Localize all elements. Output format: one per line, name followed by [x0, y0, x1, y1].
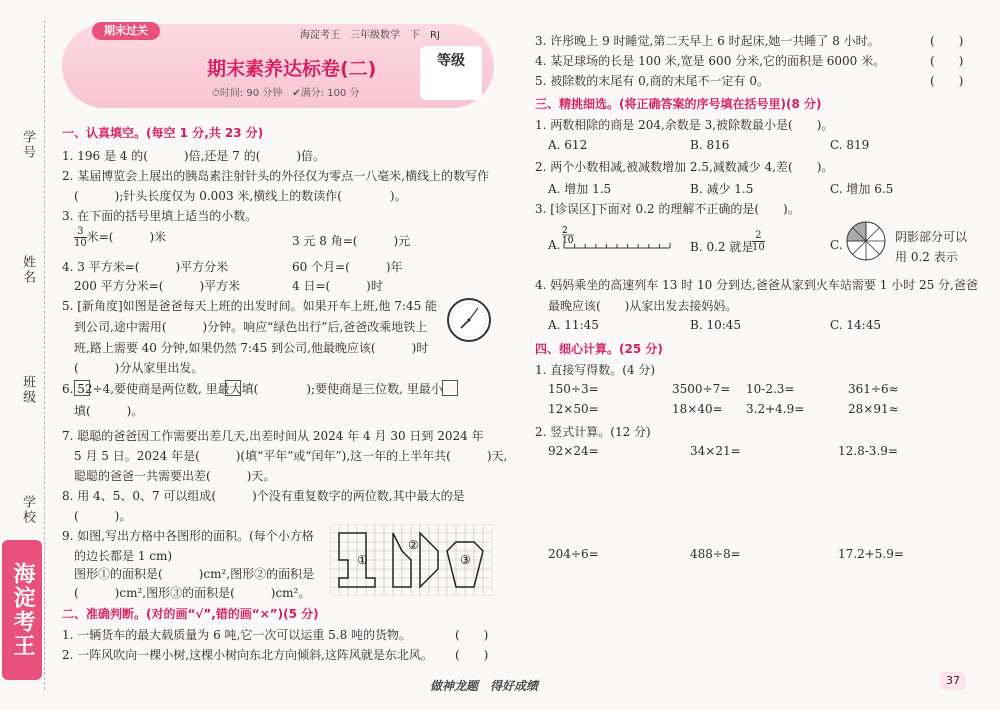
fraction: $\frac{3}{10}$	[74, 226, 87, 249]
judge-q2: 2. 一阵风吹向一棵小树,这棵小树向东北方向倾斜,这阵风就是东北风。	[62, 648, 433, 662]
fill-q9-line4: ( )cm²,图形③的面积是( )cm²。	[74, 586, 311, 600]
exam-info: ⏱时间: 90 分钟 ✔满分: 100 分	[212, 88, 360, 99]
option-b: B. 816	[690, 138, 730, 152]
option-a: A. 增加 1.5	[548, 182, 612, 196]
footer-motto: 做神龙题 得好成绩	[430, 679, 539, 693]
book-meta: 海淀考王 三年级数学 下 RJ	[300, 30, 440, 41]
section-2-title: 二、准确判断。(对的画“√”,错的画“×”)(5 分)	[62, 607, 319, 621]
fill-q5-line4: ( )分从家里出发。	[74, 361, 204, 375]
svg-text:10: 10	[562, 236, 574, 246]
shape-1-label: ①	[357, 553, 368, 567]
option-b: B. 减少 1.5	[690, 182, 754, 196]
grid-figure	[330, 524, 492, 596]
student-id-label: 学号	[20, 130, 35, 160]
oral-calc: 150÷3=	[548, 382, 599, 396]
calc-part1-title: 1. 直接写得数。(4 分)	[535, 363, 656, 377]
option-c-text1: 阴影部分可以	[895, 230, 968, 244]
option-a: A. 612	[548, 138, 588, 152]
answer-paren: ( )	[930, 74, 964, 88]
name-label: 姓名	[20, 255, 35, 285]
choice-q4-line1: 4. 妈妈乘坐的高速列车 13 时 10 分到达,爸爸从家到火车站需要 1 小时 25 分,爸爸	[535, 278, 978, 292]
pie-figure	[845, 220, 887, 262]
check-icon: ✔	[292, 88, 301, 99]
fill-q1: 1. 196 是 4 的( )倍,还是 7 的( )倍。	[62, 149, 326, 163]
answer-paren: ( )	[455, 648, 489, 662]
section-4-title: 四、细心计算。(25 分)	[535, 342, 663, 356]
choice-q2: 2. 两个小数相减,被减数增加 2.5,减数减少 4,差( )。	[535, 160, 834, 174]
oral-calc: 10-2.3=	[746, 382, 795, 396]
clock-icon: ⏱	[212, 88, 220, 99]
judge-q5: 5. 被除数的末尾有 0,商的末尾不一定有 0。	[535, 74, 769, 88]
answer-paren: ( )	[930, 34, 964, 48]
vertical-calc: 17.2+5.9=	[838, 547, 904, 561]
vertical-calc: 488÷8=	[690, 547, 741, 561]
option-c: C. 14:45	[830, 318, 881, 332]
grade-box: 等级	[420, 46, 482, 100]
class-label: 班级	[20, 375, 35, 405]
fraction: $\frac{2}{10}$	[752, 230, 765, 253]
choice-q4-line2: 最晚应该( )从家出发去接妈妈。	[548, 299, 738, 313]
brand-logo: 海淀考王	[2, 540, 42, 680]
option-a: A.	[548, 238, 561, 252]
fill-q3: 3. 在下面的括号里填上适当的小数。	[62, 209, 258, 223]
cut-line	[44, 20, 45, 690]
fill-q4-a: 4. 3 平方米=( )平方分米	[62, 260, 229, 274]
choice-q3: 3. [诊误区]下面对 0.2 的理解不正确的是( )。	[535, 202, 800, 216]
page-number: 37	[940, 672, 966, 690]
fill-q9-line2: 的边长都是 1 cm)	[74, 549, 173, 563]
fill-q3-b: 3 元 8 角=( )元	[292, 234, 411, 248]
fill-q9-line1: 9. 如图,写出方格中各图形的面积。(每个小方格	[62, 529, 314, 543]
vertical-calc: 204÷6=	[548, 547, 599, 561]
fill-q5-line3: 班,路上需要 40 分钟,如果仍然 7:45 到公司,他最晚应该( )时	[74, 341, 429, 355]
judge-q3: 3. 许彤晚上 9 时睡觉,第二天早上 6 时起床,她一共睡了 8 小时。	[535, 34, 880, 48]
fill-q5-line2: 到公司,途中需用( )分钟。响应“绿色出行”后,爸爸改乘地铁上	[74, 320, 428, 334]
option-b: B. 0.2 就是	[690, 240, 754, 254]
judge-q4: 4. 某足球场的长是 100 米,宽是 600 分米,它的面积是 6000 米。	[535, 54, 886, 68]
fill-q4-c: 200 平方分米=( )平方米	[74, 279, 241, 293]
option-a: A. 11:45	[548, 318, 599, 332]
answer-paren: ( )	[930, 54, 964, 68]
fill-q8-line2: ( )。	[74, 509, 132, 523]
fill-q6-line2: 填( )。	[74, 404, 144, 418]
oral-calc: 3500÷7=	[672, 382, 731, 396]
fill-q2-line1: 2. 某届博览会上展出的胰岛素注射针头的外径仅为零点一八毫米,横线上的数写作	[62, 169, 490, 183]
oral-calc: 12×50=	[548, 402, 599, 416]
svg-text:2: 2	[562, 226, 568, 236]
binding-margin	[0, 0, 50, 710]
blank-box	[442, 380, 458, 396]
option-c: C. 819	[830, 138, 870, 152]
vertical-calc: 34×21=	[690, 444, 741, 458]
vertical-calc: 12.8-3.9=	[838, 444, 898, 458]
school-label: 学校	[20, 495, 35, 525]
blank-box	[225, 380, 241, 396]
page-title: 期末素养达标卷(二)	[207, 58, 377, 80]
fill-q4-d: 4 日=( )时	[292, 279, 383, 293]
oral-calc: 28×91≈	[848, 402, 899, 416]
oral-calc: 361÷6≈	[848, 382, 899, 396]
shape-2-label: ②	[408, 538, 419, 552]
choice-q1: 1. 两数相除的商是 204,余数是 3,被除数最小是( )。	[535, 118, 834, 132]
answer-paren: ( )	[455, 628, 489, 642]
clock-figure	[445, 296, 493, 344]
blank-box	[74, 380, 90, 396]
fill-q9-line3: 图形①的面积是( )cm²,图形②的面积是	[74, 567, 315, 581]
oral-calc: 3.2+4.9=	[746, 402, 805, 416]
shape-3-label: ③	[460, 553, 471, 567]
fill-q4-b: 60 个月=( )年	[292, 260, 403, 274]
fill-q7-line1: 7. 聪聪的爸爸因工作需要出差几天,出差时间从 2024 年 4 月 30 日到 2024 年	[62, 429, 484, 443]
number-line-figure	[562, 224, 672, 254]
fill-q5-line1: 5. [新角度]如图是爸爸每天上班的出发时间。如果开车上班,他 7:45 能	[62, 299, 438, 313]
vertical-calc: 92×24=	[548, 444, 599, 458]
option-c: C.	[830, 238, 843, 252]
fill-q7-line3: 聪聪的爸爸一共需要出差( )天。	[74, 469, 276, 483]
fill-q8-line1: 8. 用 4、5、0、7 可以组成( )个没有重复数字的两位数,其中最大的是	[62, 489, 465, 503]
fill-q7-line2: 5 月 5 日。2024 年是( )(填“平年”或“闰年”),这一年的上半年共( )天,	[74, 449, 508, 463]
section-1-title: 一、认真填空。(每空 1 分,共 23 分)	[62, 126, 264, 140]
judge-q1: 1. 一辆货车的最大载质量为 6 吨,它一次可以运重 5.8 吨的货物。	[62, 628, 412, 642]
option-c: C. 增加 6.5	[830, 182, 894, 196]
option-c-text2: 用 0.2 表示	[895, 250, 958, 264]
fill-q6-line1: 6. 52÷4,要使商是两位数, 里最大填( );要使商是三位数, 里最小	[62, 382, 443, 396]
fill-q2-line2: ( );针头长度仅为 0.003 米,横线上的数读作( )。	[74, 189, 407, 203]
oral-calc: 18×40=	[672, 402, 723, 416]
chapter-badge: 期末过关	[92, 22, 160, 40]
fill-q3-a: $\frac{3}{10}$ 米=( )米	[74, 226, 167, 249]
option-b: B. 10:45	[690, 318, 742, 332]
calc-part2-title: 2. 竖式计算。(12 分)	[535, 425, 651, 439]
section-3-title: 三、精挑细选。(将正确答案的序号填在括号里)(8 分)	[535, 97, 822, 111]
